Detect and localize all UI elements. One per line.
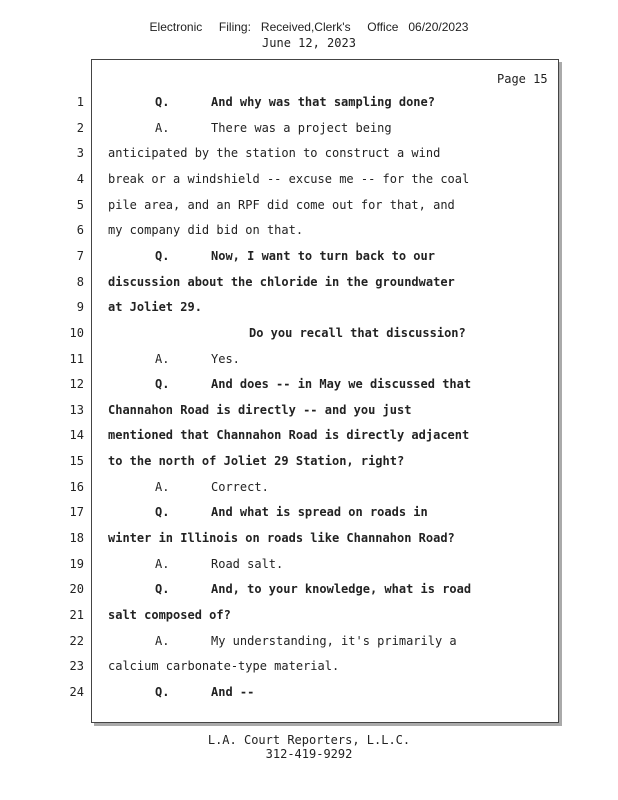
- line-number: 24: [69, 685, 84, 699]
- page-number: Page 15: [497, 72, 548, 86]
- line-number: 15: [69, 454, 84, 468]
- transcript-line: [108, 223, 303, 237]
- line-text: my company did bid on that.: [108, 223, 304, 237]
- line-number: 4: [76, 172, 84, 186]
- speaker-marker: Q.: [155, 95, 170, 109]
- line-number: 8: [76, 275, 84, 289]
- transcript-line: [155, 557, 283, 571]
- transcript-line: [155, 505, 428, 519]
- footer: [0, 733, 618, 761]
- transcript-line: [108, 146, 440, 160]
- transcript-line: [155, 685, 254, 699]
- line-number: 21: [69, 608, 84, 622]
- transcript-line: [108, 428, 469, 442]
- line-text: at Joliet 29.: [108, 300, 202, 314]
- line-text: And, to your knowledge, what is road: [211, 582, 472, 596]
- line-text: Yes.: [211, 352, 240, 366]
- line-text: And --: [211, 685, 255, 699]
- line-number: 2: [76, 121, 84, 135]
- line-text: Road salt.: [211, 557, 284, 571]
- transcript-line: [108, 403, 411, 417]
- transcript-date: June 12, 2023: [262, 36, 356, 50]
- footer-company: L.A. Court Reporters, L.L.C.: [207, 733, 411, 747]
- line-number: 3: [76, 146, 84, 160]
- line-number: 23: [69, 659, 84, 673]
- line-text: There was a project being: [211, 121, 392, 135]
- transcript-line: [108, 531, 455, 545]
- line-text: And does -- in May we discussed that: [211, 377, 472, 391]
- line-text: to the north of Joliet 29 Station, right?: [108, 454, 405, 468]
- transcript-line: [108, 275, 455, 289]
- line-number: 14: [69, 428, 84, 442]
- line-text: Do you recall that discussion?: [249, 326, 466, 340]
- speaker-marker: A.: [155, 557, 170, 571]
- line-number: 19: [69, 557, 84, 571]
- transcript-line: [108, 454, 404, 468]
- line-text: mentioned that Channahon Road is directly adjacent: [108, 428, 470, 442]
- transcript-line: [155, 121, 392, 135]
- line-text: Correct.: [211, 480, 269, 494]
- speaker-marker: A.: [155, 121, 170, 135]
- transcript-line: [155, 95, 435, 109]
- line-text: My understanding, it's primarily a: [211, 634, 457, 648]
- transcript-line: [155, 352, 240, 366]
- line-number: 12: [69, 377, 84, 391]
- transcript-line: [155, 249, 435, 263]
- transcript-line: [108, 300, 202, 314]
- line-number: 20: [69, 582, 84, 596]
- line-number: 17: [69, 505, 84, 519]
- speaker-marker: Q.: [155, 685, 170, 699]
- line-number: 9: [76, 300, 84, 314]
- line-text: anticipated by the station to construct a wind: [108, 146, 441, 160]
- line-text: break or a windshield -- excuse me -- for the coal: [108, 172, 470, 186]
- line-number: 18: [69, 531, 84, 545]
- transcript-line: [155, 634, 457, 648]
- speaker-marker: A.: [155, 634, 170, 648]
- line-text: discussion about the chloride in the groundwater: [108, 275, 455, 289]
- line-number: 22: [69, 634, 84, 648]
- line-number: 7: [76, 249, 84, 263]
- line-text: pile area, and an RPF did come out for that, and: [108, 198, 455, 212]
- line-number: 1: [76, 95, 84, 109]
- speaker-marker: A.: [155, 480, 170, 494]
- line-number: 6: [76, 223, 84, 237]
- transcript-line: [155, 377, 471, 391]
- line-text: salt composed of?: [108, 608, 231, 622]
- speaker-marker: Q.: [155, 582, 170, 596]
- line-number: 16: [69, 480, 84, 494]
- transcript-line: [108, 659, 339, 673]
- speaker-marker: Q.: [155, 249, 170, 263]
- transcript-line: [249, 326, 466, 340]
- transcript-line: [108, 198, 455, 212]
- line-text: calcium carbonate-type material.: [108, 659, 340, 673]
- line-number: 13: [69, 403, 84, 417]
- speaker-marker: Q.: [155, 377, 170, 391]
- transcript-line: [155, 480, 269, 494]
- speaker-marker: A.: [155, 352, 170, 366]
- line-text: Now, I want to turn back to our: [211, 249, 435, 263]
- line-text: And what is spread on roads in: [211, 505, 428, 519]
- line-text: Channahon Road is directly -- and you just: [108, 403, 412, 417]
- line-number: 10: [69, 326, 84, 340]
- transcript-line: [108, 172, 469, 186]
- transcript-line: [155, 582, 471, 596]
- line-number: 5: [76, 198, 84, 212]
- line-text: And why was that sampling done?: [211, 95, 435, 109]
- line-number: 11: [69, 352, 84, 366]
- line-text: winter in Illinois on roads like Channahon Road?: [108, 531, 455, 545]
- speaker-marker: Q.: [155, 505, 170, 519]
- filing-stamp: Electronic Filing: Received,Clerk's Office 06/20/2023: [149, 20, 469, 34]
- footer-phone: 312-419-9292: [265, 747, 353, 761]
- transcript-line: [108, 608, 231, 622]
